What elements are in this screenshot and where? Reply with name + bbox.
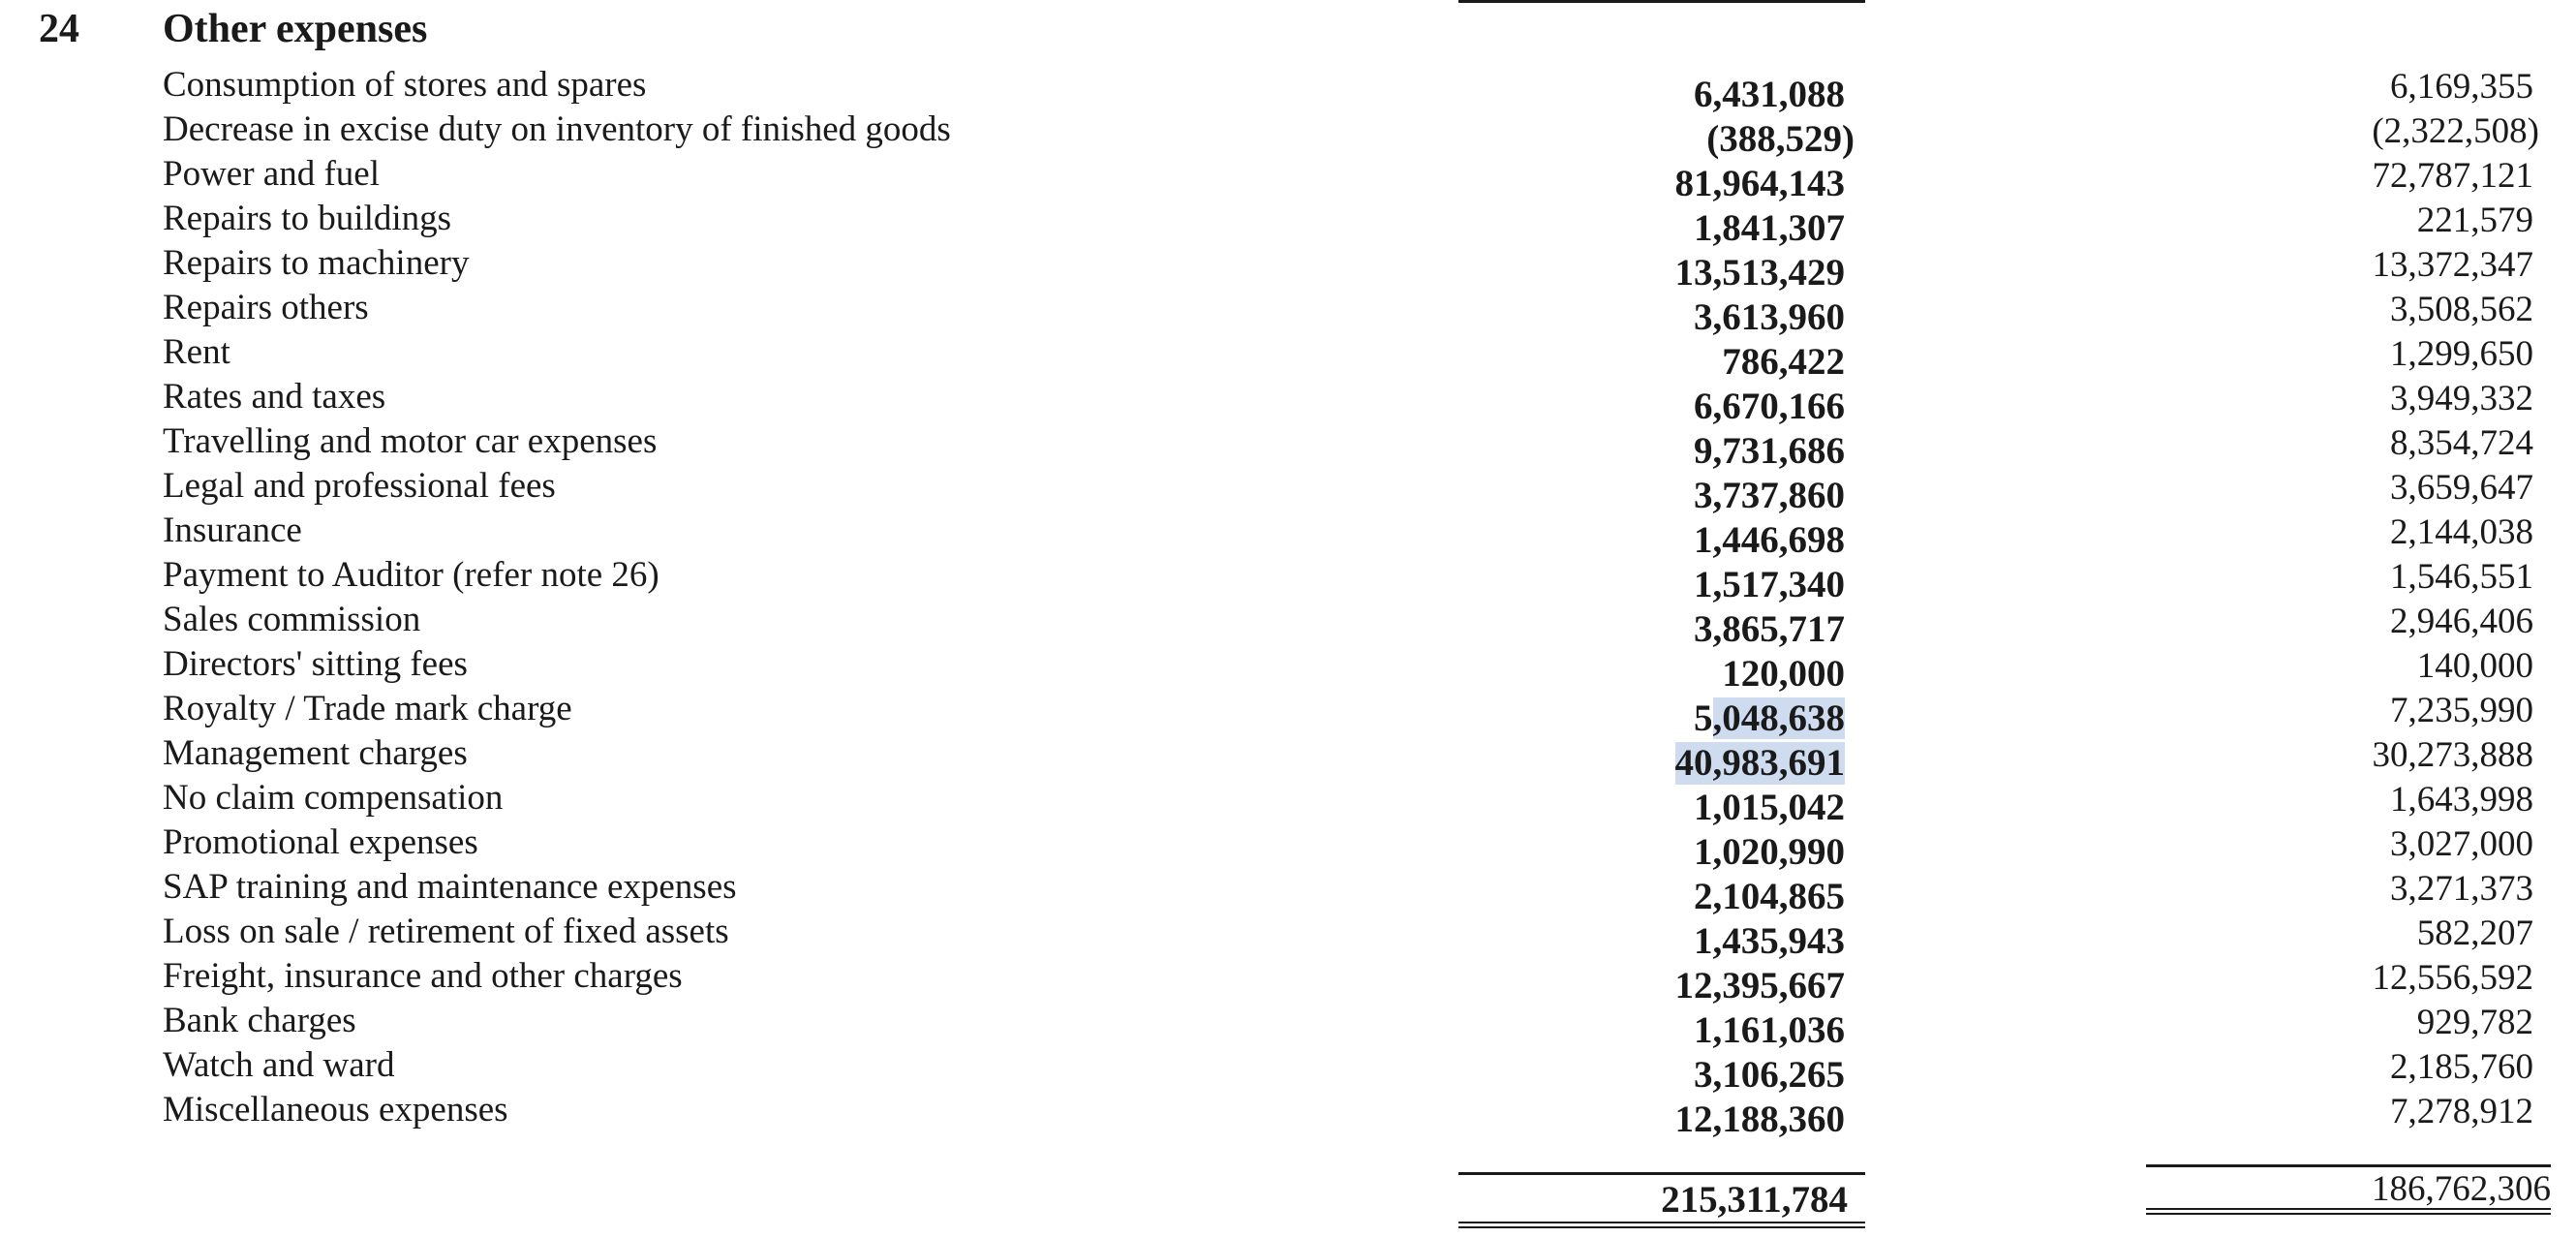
current-year-value: 2,104,865 (1694, 876, 1845, 917)
current-year-value: 1,446,698 (1694, 519, 1845, 561)
row-label: Royalty / Trade mark charge (163, 689, 572, 728)
table-row (0, 599, 2576, 650)
previous-year-value: 2,185,760 (2390, 1047, 2533, 1087)
row-label: Repairs others (163, 288, 369, 327)
current-year-value: 12,188,360 (1674, 1099, 1845, 1140)
table-row (0, 866, 2576, 917)
previous-year-value: 6,169,355 (2390, 67, 2533, 107)
previous-year-value: 7,235,990 (2390, 691, 2533, 730)
table-row (0, 376, 2576, 427)
row-label: No claim compensation (163, 778, 504, 818)
current-year-total: 215,311,784 (1661, 1179, 1848, 1221)
previous-year-value: 1,643,998 (2390, 780, 2533, 820)
table-row (0, 777, 2576, 828)
current-year-value: 3,865,717 (1694, 608, 1845, 650)
current-year-value: 9,731,686 (1694, 430, 1845, 472)
current-year-value: 3,613,960 (1694, 296, 1845, 338)
table-row (0, 643, 2576, 695)
current-year-value: 1,020,990 (1694, 831, 1845, 873)
previous-year-value: 30,273,888 (2372, 735, 2533, 775)
table-row (0, 242, 2576, 294)
current-year-total-box (1458, 1172, 1865, 1228)
previous-year-value: 2,946,406 (2390, 602, 2533, 641)
row-label: Watch and ward (163, 1045, 395, 1085)
row-label: Consumption of stores and spares (163, 65, 647, 105)
row-label: SAP training and maintenance expenses (163, 867, 737, 907)
previous-year-value: 1,299,650 (2390, 334, 2533, 374)
row-label: Bank charges (163, 1001, 356, 1040)
row-label: Freight, insurance and other charges (163, 956, 683, 996)
table-row (0, 64, 2576, 115)
previous-year-value: 3,508,562 (2390, 290, 2533, 329)
row-label: Directors' sitting fees (163, 644, 468, 684)
current-year-value: 1,435,943 (1694, 920, 1845, 962)
previous-year-value: 582,207 (2416, 913, 2533, 953)
row-label: Payment to Auditor (refer note 26) (163, 555, 659, 595)
row-label: Insurance (163, 511, 302, 550)
current-year-value: 6,670,166 (1694, 386, 1845, 427)
current-year-value: (388,529) (1706, 118, 1855, 160)
previous-year-value: 3,949,332 (2390, 379, 2533, 418)
row-label: Legal and professional fees (163, 466, 556, 506)
table-row (0, 911, 2576, 962)
table-row (0, 153, 2576, 204)
previous-year-value: 72,787,121 (2372, 156, 2533, 196)
table-row (0, 465, 2576, 516)
previous-year-value: 13,372,347 (2372, 245, 2533, 285)
row-label: Power and fuel (163, 154, 380, 194)
table-row (0, 554, 2576, 605)
table-row (0, 510, 2576, 561)
table-row (0, 108, 2576, 160)
table-row (0, 198, 2576, 249)
table-row (0, 287, 2576, 338)
previous-year-total: 186,762,306 (2372, 1169, 2551, 1209)
note-title: Other expenses (163, 7, 428, 51)
row-label: Repairs to buildings (163, 199, 452, 238)
row-label: Travelling and motor car expenses (163, 421, 658, 461)
row-label: Decrease in excise duty on inventory of finished goods (163, 109, 951, 149)
table-row (0, 955, 2576, 1006)
row-label: Management charges (163, 733, 468, 773)
current-year-value: 3,737,860 (1694, 475, 1845, 516)
row-label: Repairs to machinery (163, 243, 470, 283)
selection-unselected-text: 5 (1694, 697, 1713, 739)
current-year-value: 120,000 (1722, 653, 1845, 695)
row-label: Sales commission (163, 600, 421, 639)
previous-year-value: 3,659,647 (2390, 468, 2533, 508)
table-row (0, 821, 2576, 873)
current-year-value-selected[interactable]: 40,983,691 (1674, 742, 1845, 784)
previous-year-value: 12,556,592 (2372, 958, 2533, 998)
row-label: Miscellaneous expenses (163, 1090, 508, 1130)
current-year-value: 6,431,088 (1694, 74, 1845, 115)
previous-year-value: 3,027,000 (2390, 824, 2533, 864)
row-label: Rent (163, 332, 230, 372)
table-row (0, 688, 2576, 739)
table-row (0, 732, 2576, 784)
previous-year-value: 1,546,551 (2390, 557, 2533, 597)
current-year-value: 12,395,667 (1674, 965, 1845, 1006)
previous-year-value: 3,271,373 (2390, 869, 2533, 909)
current-year-value: 786,422 (1722, 341, 1845, 383)
previous-year-value: (2,322,508) (2372, 111, 2539, 151)
current-year-value: 1,517,340 (1694, 564, 1845, 605)
current-year-value: 3,106,265 (1694, 1054, 1845, 1096)
table-row (0, 1000, 2576, 1051)
row-label: Loss on sale / retirement of fixed assets (163, 912, 729, 951)
column-top-rule (1458, 0, 1865, 3)
table-row (0, 331, 2576, 383)
table-row (0, 420, 2576, 472)
current-year-value: 81,964,143 (1674, 163, 1845, 204)
row-label: Rates and taxes (163, 377, 386, 417)
current-year-value: 1,841,307 (1694, 207, 1845, 249)
current-year-value: 1,161,036 (1694, 1009, 1845, 1051)
selection-highlight: ,048,638 (1712, 697, 1845, 739)
note-number: 24 (39, 7, 79, 51)
current-year-value: 1,015,042 (1694, 787, 1845, 828)
previous-year-value: 140,000 (2416, 646, 2533, 686)
current-year-value: 13,513,429 (1674, 252, 1845, 294)
previous-year-value: 221,579 (2416, 201, 2533, 240)
previous-year-value: 2,144,038 (2390, 512, 2533, 552)
row-label: Promotional expenses (163, 822, 478, 862)
previous-year-value: 929,782 (2416, 1003, 2533, 1042)
previous-year-value: 7,278,912 (2390, 1092, 2533, 1131)
table-row (0, 1044, 2576, 1096)
previous-year-total-box (2146, 1164, 2551, 1215)
previous-year-value: 8,354,724 (2390, 423, 2533, 463)
table-row (0, 1089, 2576, 1140)
